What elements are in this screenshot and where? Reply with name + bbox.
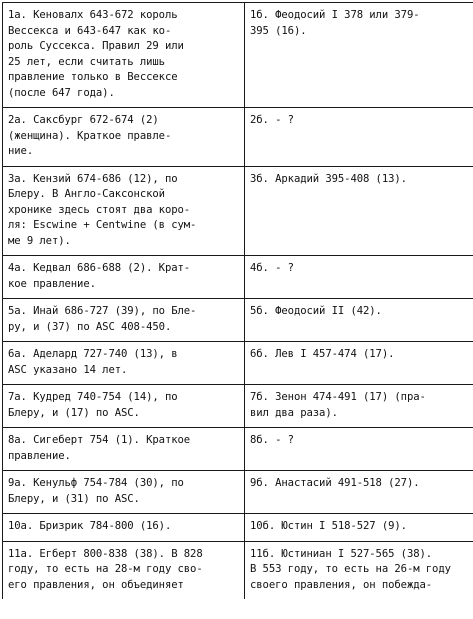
table-cell-right: 11б. Юстиниан I 527-565 (38). В 553 году, то есть на 26-м году своего правления, он побежда- <box>245 541 473 599</box>
table-cell-right: 3б. Аркадий 395-408 (13). <box>245 166 473 256</box>
table-row <box>3 385 473 428</box>
table-cell-right: 6б. Лев I 457-474 (17). <box>245 342 473 385</box>
table-cell-right: 7б. Зенон 474-491 (17) (пра- вил два раза). <box>245 385 473 428</box>
table-cell-right: 2б. - ? <box>245 108 473 167</box>
table-row <box>3 3 473 108</box>
table-cell-left: 8а. Сигеберт 754 (1). Краткое правление. <box>3 428 245 471</box>
table-row <box>3 471 473 514</box>
table-cell-left: 10а. Бризрик 784-800 (16). <box>3 514 245 542</box>
document-page <box>2 2 470 599</box>
table-cell-left: 3а. Кензий 674-686 (12), по Блеру. В Англо-Саксонской хронике здесь стоят два коро- ля: Escwine + Centwine (в сум- ме 9 лет). <box>3 166 245 256</box>
table-row <box>3 541 473 599</box>
table-cell-left: 7а. Кудред 740-754 (14), по Блеру, и (17) по ASC. <box>3 385 245 428</box>
table-row <box>3 514 473 542</box>
table-cell-left: 6а. Аделард 727-740 (13), в ASC указано 14 лет. <box>3 342 245 385</box>
table-cell-right: 1б. Феодосий I 378 или 379- 395 (16). <box>245 3 473 108</box>
table-row <box>3 299 473 342</box>
table-row <box>3 108 473 167</box>
table-cell-right: 4б. - ? <box>245 256 473 299</box>
table-cell-left: 9а. Кенульф 754-784 (30), по Блеру, и (31) по ASC. <box>3 471 245 514</box>
table-cell-left: 4а. Кедвал 686-688 (2). Крат- кое правление. <box>3 256 245 299</box>
table-cell-right: 9б. Анастасий 491-518 (27). <box>245 471 473 514</box>
table-row <box>3 256 473 299</box>
table-cell-left: 11а. Егберт 800-838 (38). В 828 году, то есть на 28-м году сво- его правления, он объединяет <box>3 541 245 599</box>
table-row <box>3 166 473 256</box>
table-row <box>3 428 473 471</box>
table-cell-left: 5а. Инай 686-727 (39), по Бле- ру, и (37) по ASC 408-450. <box>3 299 245 342</box>
table-cell-right: 8б. - ? <box>245 428 473 471</box>
table-cell-left: 1а. Кеновалх 643-672 король Вессекса и 643-647 как ко- роль Суссекса. Правил 29 или 25 лет, если считать лишь правление только в Вессексе (после 647 года). <box>3 3 245 108</box>
table-cell-right: 10б. Юстин I 518-527 (9). <box>245 514 473 542</box>
table-cell-right: 5б. Феодосий II (42). <box>245 299 473 342</box>
table-cell-left: 2а. Саксбург 672-674 (2) (женщина). Краткое правле- ние. <box>3 108 245 167</box>
table-row <box>3 342 473 385</box>
comparison-table <box>2 2 473 599</box>
